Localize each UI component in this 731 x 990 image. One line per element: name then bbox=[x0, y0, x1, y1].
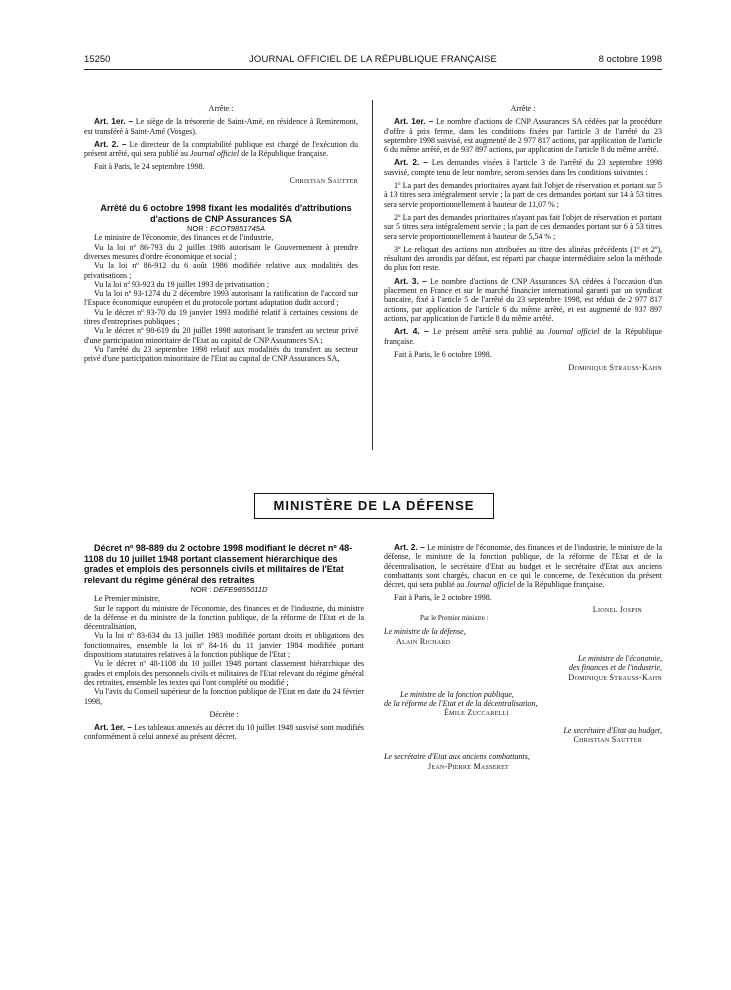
visa-paragraph: Vu la loi nº 93-923 du 19 juillet 1993 de privatisation ; bbox=[94, 279, 270, 289]
article-4: Art. 4. – Le présent arrêté sera publié au Journal officiel de la République française. bbox=[384, 326, 663, 346]
visa-paragraph: Le Premier ministre, bbox=[94, 594, 160, 604]
ministry-banner: MINISTÈRE DE LA DÉFENSE bbox=[254, 493, 494, 519]
top-right-column bbox=[384, 104, 662, 372]
minister-economy-name: Dominique Strauss-Kahn bbox=[568, 672, 662, 682]
minister-defense-name: Alain Richard bbox=[396, 636, 451, 646]
article-label: Art. 2. – bbox=[94, 138, 127, 149]
article-2: Art. 2. – Les demandes visées à l'article 3 de l'arrêté du 23 septembre 1998 susvisé, compte tenu de leur nombre, seront servies dans les conditions suivantes : bbox=[384, 157, 662, 177]
article-1: Art. 1er. – Le siège de la trésorerie de Saint-Amé, en résidence à Remiremont, est transféré à Saint-Amé (Vosges). bbox=[84, 116, 358, 136]
issue-date: 8 octobre 1998 bbox=[598, 54, 662, 65]
decrete-heading: Décrète : bbox=[209, 709, 239, 719]
page-header bbox=[84, 54, 662, 68]
minister-economy-title-2: des finances et de l'industrie, bbox=[568, 663, 662, 673]
article-2-item-2: 2º La part des demandes prioritaires n'ayant pas fait l'objet de réservation et portant sur 5 titres sera intégralement servie ; la part de ces demandes portant sur 6 à 53 titres sera servie proportionnellement à hauteur de 5,54 % ; bbox=[384, 212, 662, 241]
nor-line: NOR : DEFE9855011D bbox=[190, 585, 268, 594]
arrete-title: Arrêté du 6 octobre 1998 fixant les modalités d'attributions d'actions de CNP Assurances SA bbox=[100, 203, 352, 224]
article-label: Art. 1er. – bbox=[94, 116, 134, 127]
par-le-premier-ministre: Par le Premier ministre : bbox=[420, 614, 489, 623]
header-rule bbox=[84, 69, 662, 70]
page-number: 15250 bbox=[84, 54, 111, 65]
article-1: Art. 1er. – Les tableaux annexés au décret du 10 juillet 1948 susvisé sont modifiés conformément à celui annexé au présent décret. bbox=[84, 722, 365, 742]
fait-line: Fait à Paris, le 6 octobre 1998. bbox=[394, 349, 492, 359]
decret-left-column bbox=[84, 543, 364, 742]
visas-list bbox=[84, 233, 358, 363]
arrete-heading: Arrête : bbox=[510, 104, 536, 113]
minister-fp-name: Émile Zuccarelli bbox=[444, 708, 509, 718]
visa-paragraph: Vu l'avis du Conseil supérieur de la fonction publique de l'Etat en date du 24 février 1998, bbox=[84, 687, 364, 706]
visa-paragraph: Vu le décret nº 93-70 du 19 janvier 1993 modifié relatif à certaines cessions de titres d'entreprises publiques ; bbox=[84, 307, 358, 327]
column-separator bbox=[372, 100, 373, 450]
secretary-veterans-name: Jean-Pierre Masseret bbox=[428, 761, 510, 771]
visa-paragraph: Vu la loi nº 93-1274 du 2 décembre 1993 autorisant la ratification de l'accord sur l'Espace économique européen et du protocole portant adaptation dudit accord ; bbox=[84, 289, 358, 308]
visa-paragraph: Vu la loi nº 86-793 du 2 juillet 1986 autorisant le Gouvernement à prendre diverses mesures d'ordre économique et social ; bbox=[84, 242, 358, 261]
visas-list bbox=[84, 594, 364, 706]
visa-paragraph: Vu la loi nº 83-634 du 13 juillet 1983 modifiée portant droits et obligations des fonctionnaires, ensemble la loi nº 84-16 du 11 janvier 1984 modifiée portant dispositions statutaires relatives à la fonction publique de l'Etat ; bbox=[84, 631, 364, 660]
minister-defense-title: Le ministre de la défense, bbox=[384, 627, 466, 637]
decret-title: Décret nº 98-889 du 2 octobre 1998 modifiant le décret nº 48-1108 du 10 juillet 1948 portant classement hiérarchique des grades et emplois des personnels civils et militaires de l'Etat relevant du régime général des retraites bbox=[84, 543, 353, 585]
fait-line: Fait à Paris, le 24 septembre 1998. bbox=[94, 162, 205, 172]
secretary-budget-name: Christian Sautter bbox=[573, 735, 642, 745]
minister-fp-title: Le ministre de la fonction publique, bbox=[400, 689, 514, 699]
pm-signature: Lionel Jospin bbox=[592, 604, 642, 614]
minister-economy-title: Le ministre de l'économie, bbox=[577, 653, 662, 663]
arrete-heading: Arrête : bbox=[208, 104, 234, 113]
signature: Christian Sautter bbox=[289, 175, 358, 185]
minister-fp-title-2: de la réforme de l'Etat et de la décentralisation, bbox=[384, 699, 538, 709]
secretary-veterans-title: Le secrétaire d'Etat aux anciens combattants, bbox=[384, 752, 530, 762]
visa-paragraph: Vu le décret nº 48-1108 du 10 juillet 1948 portant classement hiérarchique des grades et emplois des personnels civils et militaires de l'Etat relevant du régime général des retraites, ensemble les textes qui l'ont complété ou modifié ; bbox=[84, 659, 364, 687]
article-2-item-3: 3º Le reliquat des actions non attribuées au titre des alinéas précédents (1º et 2º), résultant des arrondis par défaut, est réparti par chaque intermédiaire selon la méthode du plus fort reste. bbox=[384, 244, 662, 273]
visa-paragraph: Sur le rapport du ministre de l'économie, des finances et de l'industrie, du ministre de la défense et du ministre de la fonction publique, de la réforme de l'Etat et de la décentralisation, bbox=[84, 603, 364, 632]
secretary-budget-title: Le secrétaire d'Etat au budget, bbox=[563, 725, 662, 735]
signature-block bbox=[384, 605, 662, 771]
visa-paragraph: Vu le décret nº 98-619 du 20 juillet 1998 autorisant le transfert au secteur privé d'une participation minoritaire de l'Etat au capital de CNP Assurances SA ; bbox=[84, 326, 358, 345]
article-2-item-1: 1º La part des demandes prioritaires ayant fait l'objet de réservation et portant sur 5 à 13 titres sera intégralement servie ; la part de ces demandes portant sur 14 à 53 titres sera servie proportionnellement à hauteur de 11,07 % ; bbox=[384, 181, 662, 209]
signature: Dominique Strauss-Kahn bbox=[568, 363, 662, 373]
decret-right-column bbox=[384, 543, 662, 771]
fait-line: Fait à Paris, le 2 octobre 1998. bbox=[394, 593, 492, 603]
article-1: Art. 1er. – Le nombre d'actions de CNP Assurances SA cédées par la procédure d'offre à prix ferme, dans les conditions fixées par l'article 3 de l'arrêté du 23 septembre 1998 susvisé, est augmenté de 2 977 817 actions, par application de l'article 6 du même arrêté, et de 937 897 actions, par application de l'article 8 du même arrêté. bbox=[384, 116, 663, 155]
visa-paragraph: Le ministre de l'économie, des finances et de l'industrie, bbox=[94, 233, 274, 243]
article-3: Art. 3. – Le nombre d'actions de CNP Assurances SA cédées à l'occasion d'un placement en France et sur le marché financier international garanti par un syndicat bancaire, fixé à l'article 5 de l'arrêté du 23 septembre 1998, est réduit de 2 977 817 actions, par application de l'article 6 du même arrêté, et est augmenté de 937 897 actions, par application de l'article 8 du même arrêté. bbox=[384, 275, 663, 323]
visa-paragraph: Vu la loi nº 86-912 du 6 août 1986 modifiée relative aux modalités des privatisations ; bbox=[84, 261, 358, 280]
article-2: Art. 2. – Le ministre de l'économie, des finances et de l'industrie, le ministre de la défense, le ministre de la fonction publique, de la réforme de l'Etat et de la décentralisation, le secrétaire d'Etat au budget et le secrétaire d'Etat aux anciens combattants sont chargés, chacun en ce qui le concerne, de l'exécution du présent décret, qui sera publié au Journal officiel de la République française. bbox=[384, 542, 663, 590]
top-left-column bbox=[84, 104, 358, 364]
article-2: Art. 2. – Le directeur de la comptabilité publique est chargé de l'exécution du présent arrêté, qui sera publié au Journal officiel de la République française. bbox=[84, 138, 359, 159]
journal-title: JOURNAL OFFICIEL DE LA RÉPUBLIQUE FRANÇAISE bbox=[248, 54, 498, 65]
visa-paragraph: Vu l'arrêté du 23 septembre 1998 relatif aux modalités du transfert au secteur privé d'une participation minoritaire de l'Etat au capital de CNP Assurances SA, bbox=[84, 344, 358, 364]
nor-line: NOR : ECOT9851745A bbox=[187, 224, 265, 234]
